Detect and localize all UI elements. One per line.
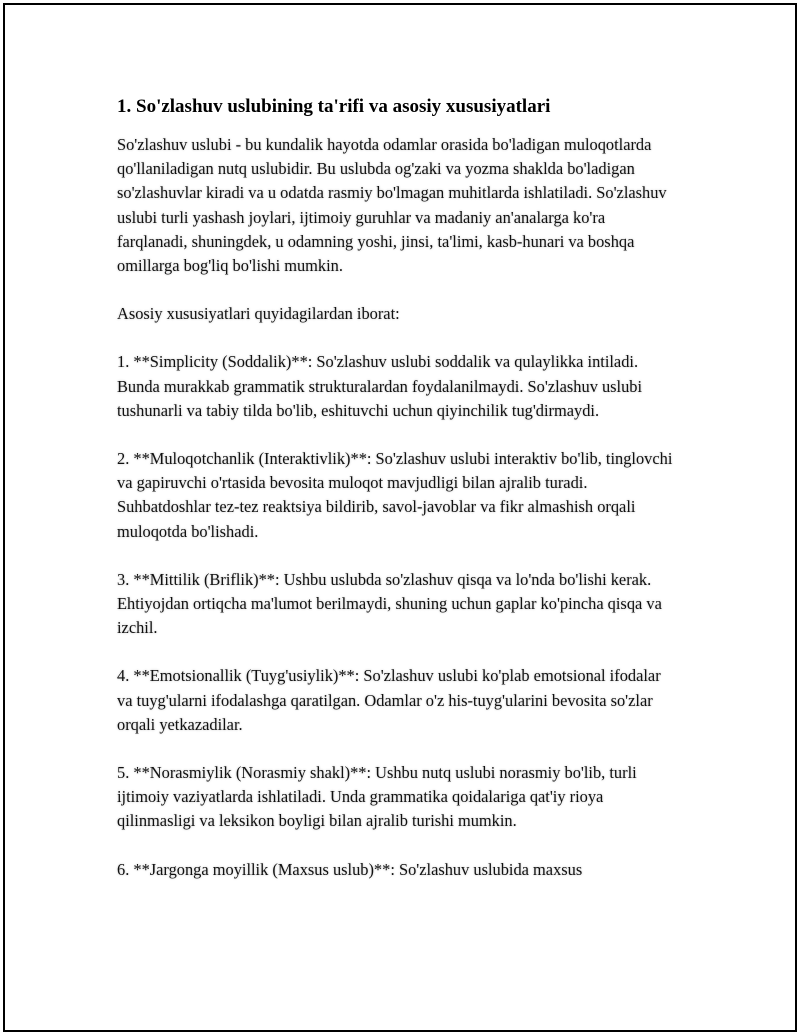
paragraph-feature-3: 3. **Mittilik (Briflik)**: Ushbu uslubda so'zlashuv qisqa va lo'nda bo'lishi kerak. Ehtiyojdan ortiqcha ma'lumot berilmaydi, shuning uchun gaplar ko'pincha qisqa va izchil. <box>117 569 662 638</box>
document-body <box>117 93 677 906</box>
paragraph-feature-1: 1. **Simplicity (Soddalik)**: So'zlashuv uslubi soddalik va qulaylikka intiladi. Bunda murakkab grammatik strukturalardan foydalanilmaydi. So'zlashuv uslubi tushunarli va tabiy tilda bo'lib, eshituvchi uchun qiyinchilik tug'dirmaydi. <box>117 352 643 420</box>
section-heading: 1. So'zlashuv uslubining ta'rifi va asosiy xususiyatlari <box>117 96 551 117</box>
paragraph-feature-6: 6. **Jargonga moyillik (Maxsus uslub)**: So'zlashuv uslubida maxsus <box>117 859 583 879</box>
paragraph-definition: So'zlashuv uslubi - bu kundalik hayotda odamlar orasida bo'ladigan muloqotlarda qo'llaniladigan nutq uslubidir. Bu uslubda og'zaki va yozma shaklda bo'ladigan so'zlashuvlar kiradi va u odatda rasmiy bo'lmagan muhitlarda ishlatiladi. So'zlashuv uslubi turli yashash joylari, ijtimoiy guruhlar va madaniy an'analarga ko'ra farqlanadi, shuningdek, u odamning yoshi, jinsi, ta'limi, kasb-hunari va boshqa omillarga bog'liq bo'lishi mumkin. <box>117 135 667 276</box>
paragraph-feature-5: 5. **Norasmiylik (Norasmiy shakl)**: Ushbu nutq uslubi norasmiy bo'lib, turli ijtimoiy vaziyatlarda ishlatiladi. Unda grammatika qoidalariga qat'iy rioya qilinmasligi va leksikon boyligi bilan ajralib turishi mumkin. <box>117 763 637 831</box>
paragraph-features-intro: Asosiy xususiyatlari quyidagilardan iborat: <box>117 304 400 324</box>
paragraph-feature-4: 4. **Emotsionallik (Tuyg'usiylik)**: So'zlashuv uslubi ko'plab emotsional ifodalar va tuyg'ularni ifodalashga qaratilgan. Odamlar o'z his-tuyg'ularini bevosita so'zlar orqali yetkazadilar. <box>117 666 661 734</box>
paragraph-feature-2: 2. **Muloqotchanlik (Interaktivlik)**: So'zlashuv uslubi interaktiv bo'lib, tinglovchi va gapiruvchi o'rtasida bevosita muloqot mavjudligi bilan ajralib turadi. Suhbatdoshlar tez-tez reaktsiya bildirib, savol-javoblar va fikr almashish orqali muloqotda bo'lishadi. <box>117 449 673 541</box>
